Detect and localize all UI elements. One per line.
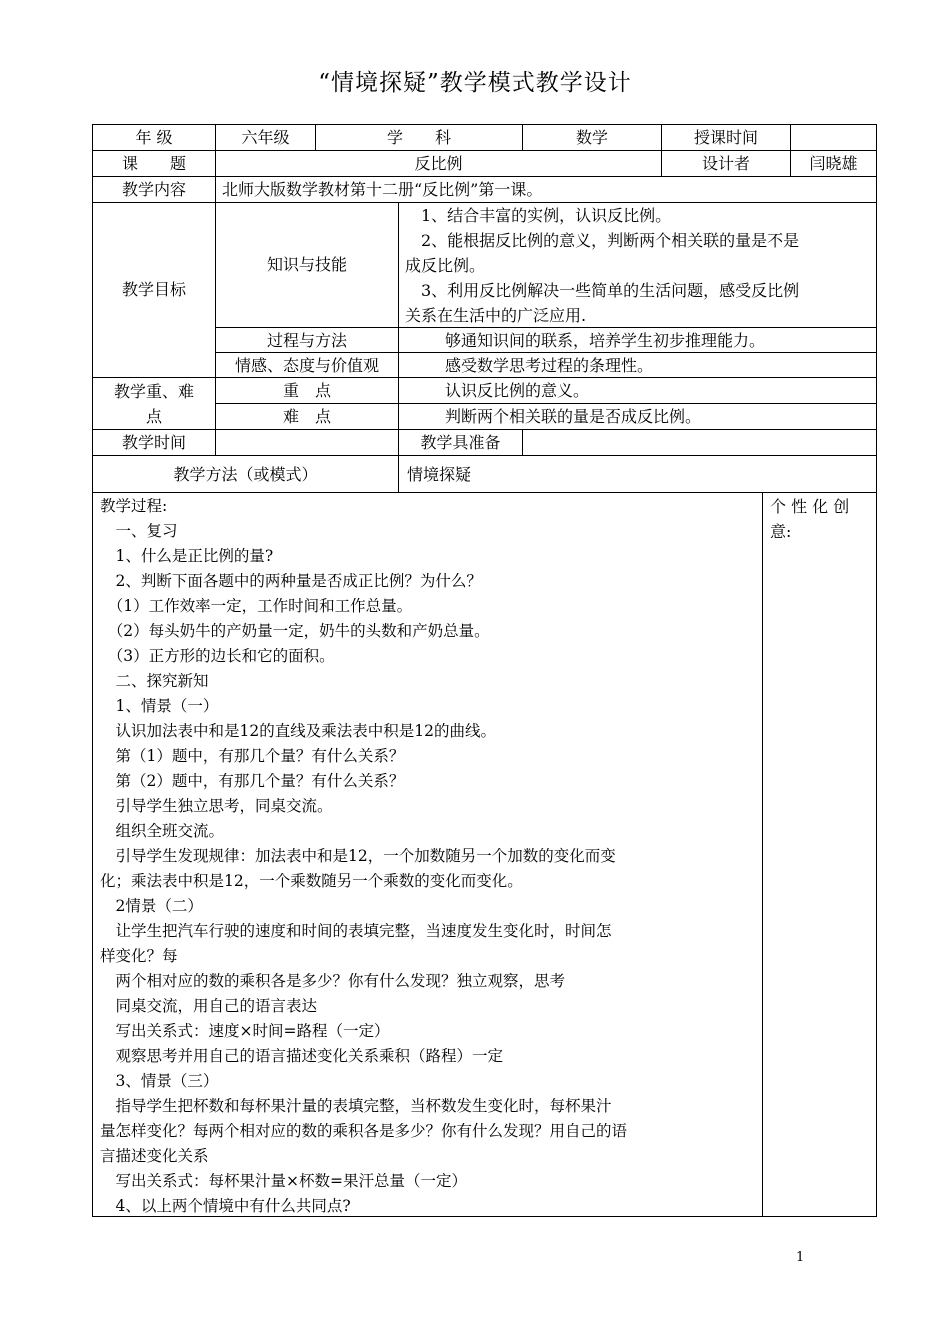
process-line: 一、复习: [100, 522, 178, 540]
process-line: 组织全班交流。: [100, 822, 225, 840]
method-label: 教学方法（或模式）: [173, 465, 318, 484]
process-method-label: 过程与方法: [266, 331, 347, 350]
process-line: 2情景（二）: [100, 897, 203, 915]
designer-value: 闫晓雄: [809, 154, 858, 173]
content-label: 教学内容: [121, 180, 186, 199]
emotion-value: 感受数学思考过程的条理性。: [445, 356, 654, 375]
process-line: 言描述变化关系: [100, 1147, 209, 1165]
teaching-process: [100, 494, 760, 1214]
knowledge-line: 1、结合丰富的实例，认识反比例。: [405, 206, 672, 225]
process-line: 3、情景（三）: [100, 1072, 219, 1090]
knowledge-goals: [405, 203, 875, 327]
knowledge-line: 2、能根据反比例的意义，判断两个相关联的量是不是: [405, 231, 800, 250]
keypoints-label-line1: 教学重、难: [113, 382, 194, 401]
document-title: “情境探疑”教学模式教学设计: [318, 70, 632, 96]
lesson-time-label: 授课时间: [693, 128, 758, 147]
process-line: 同桌交流，用自己的语言表达: [100, 997, 318, 1015]
goals-label: 教学目标: [121, 280, 186, 299]
process-line: 让学生把汽车行驶的速度和时间的表填完整，当速度发生变化时，时间怎: [100, 922, 612, 940]
note-label-line1: 个 性 化 创: [770, 497, 850, 516]
teach-time-value: [222, 430, 392, 455]
topic-value: 反比例: [414, 154, 463, 173]
knowledge-label: 知识与技能: [266, 255, 347, 274]
process-line: 引导学生独立思考，同桌交流。: [100, 797, 333, 815]
process-line: （3）正方形的边长和它的面积。: [100, 647, 335, 665]
method-value: 情境探疑: [407, 465, 472, 484]
process-line: 二、探究新知: [100, 672, 209, 690]
process-line: 4、以上两个情境中有什么共同点?: [100, 1197, 351, 1215]
key-label: 重 点: [282, 381, 331, 400]
difficult-value: 判断两个相关联的量是否成反比例。: [445, 407, 702, 426]
tools-value: [530, 430, 870, 455]
process-line: 第（2）题中，有那几个量？有什么关系？: [100, 772, 405, 790]
emotion-label: 情感、态度与价值观: [234, 356, 379, 375]
grade-label: 年 级: [135, 128, 173, 147]
knowledge-line: 3、利用反比例解决一些简单的生活问题，感受反比例: [405, 281, 800, 300]
process-line: 量怎样变化？每两个相对应的数的乘积各是多少？你有什么发现？用自己的语: [100, 1122, 628, 1140]
teach-time-label: 教学时间: [121, 433, 186, 452]
process-line: 写出关系式：每杯果汁量×杯数=果汗总量（一定）: [100, 1172, 467, 1190]
tools-label: 教学具准备: [420, 433, 501, 452]
process-line: 1、情景（一）: [100, 697, 219, 715]
difficult-label: 难 点: [282, 407, 331, 426]
lesson-time-value: [791, 125, 876, 150]
process-line: 写出关系式：速度×时间=路程（一定）: [100, 1022, 390, 1040]
key-value: 认识反比例的意义。: [445, 381, 590, 400]
grade-value: 六年级: [241, 128, 290, 147]
process-label: 教学过程:: [100, 497, 168, 515]
process-line: 引导学生发现规律：加法表中和是12，一个加数随另一个加数的变化而变: [100, 847, 616, 865]
subject-value: 数学: [575, 128, 608, 147]
process-line: 样变化？每: [100, 947, 178, 965]
process-line: 第（1）题中，有那几个量？有什么关系？: [100, 747, 405, 765]
process-line: （1）工作效率一定，工作时间和工作总量。: [100, 597, 413, 615]
process-line: 1、什么是正比例的量?: [100, 547, 274, 565]
subject-label: 学 科: [386, 128, 451, 147]
topic-label: 课 题: [121, 154, 186, 173]
personal-note: [770, 494, 874, 546]
keypoints-label-line2: 点: [145, 407, 162, 426]
process-line: 指导学生把杯数和每杯果汁量的表填完整，当杯数发生变化时，每杯果汁: [100, 1097, 612, 1115]
process-line: 2、判断下面各题中的两种量是否成正比例？为什么？: [100, 572, 482, 590]
page-number: 1: [796, 1250, 805, 1265]
process-method-value: 够通知识间的联系，培养学生初步推理能力。: [445, 331, 766, 350]
process-line: （2）每头奶牛的产奶量一定，奶牛的头数和产奶总量。: [100, 622, 490, 640]
knowledge-line: 关系在生活中的广泛应用.: [405, 306, 587, 325]
process-line: 化；乘法表中积是12，一个乘数随另一个乘数的变化而变化。: [100, 872, 523, 890]
process-line: 观察思考并用自己的语言描述变化关系乘积（路程）一定: [100, 1047, 504, 1065]
process-line: 认识加法表中和是12的直线及乘法表中积是12的曲线。: [100, 722, 496, 740]
process-line: 两个相对应的数的乘积各是多少？你有什么发现？独立观察，思考: [100, 972, 566, 990]
designer-label: 设计者: [701, 154, 750, 173]
content-value: 北师大版数学教材第十二册“反比例”第一课。: [222, 180, 543, 199]
knowledge-line: 成反比例。: [405, 256, 486, 275]
note-label-line2: 意:: [770, 522, 792, 541]
